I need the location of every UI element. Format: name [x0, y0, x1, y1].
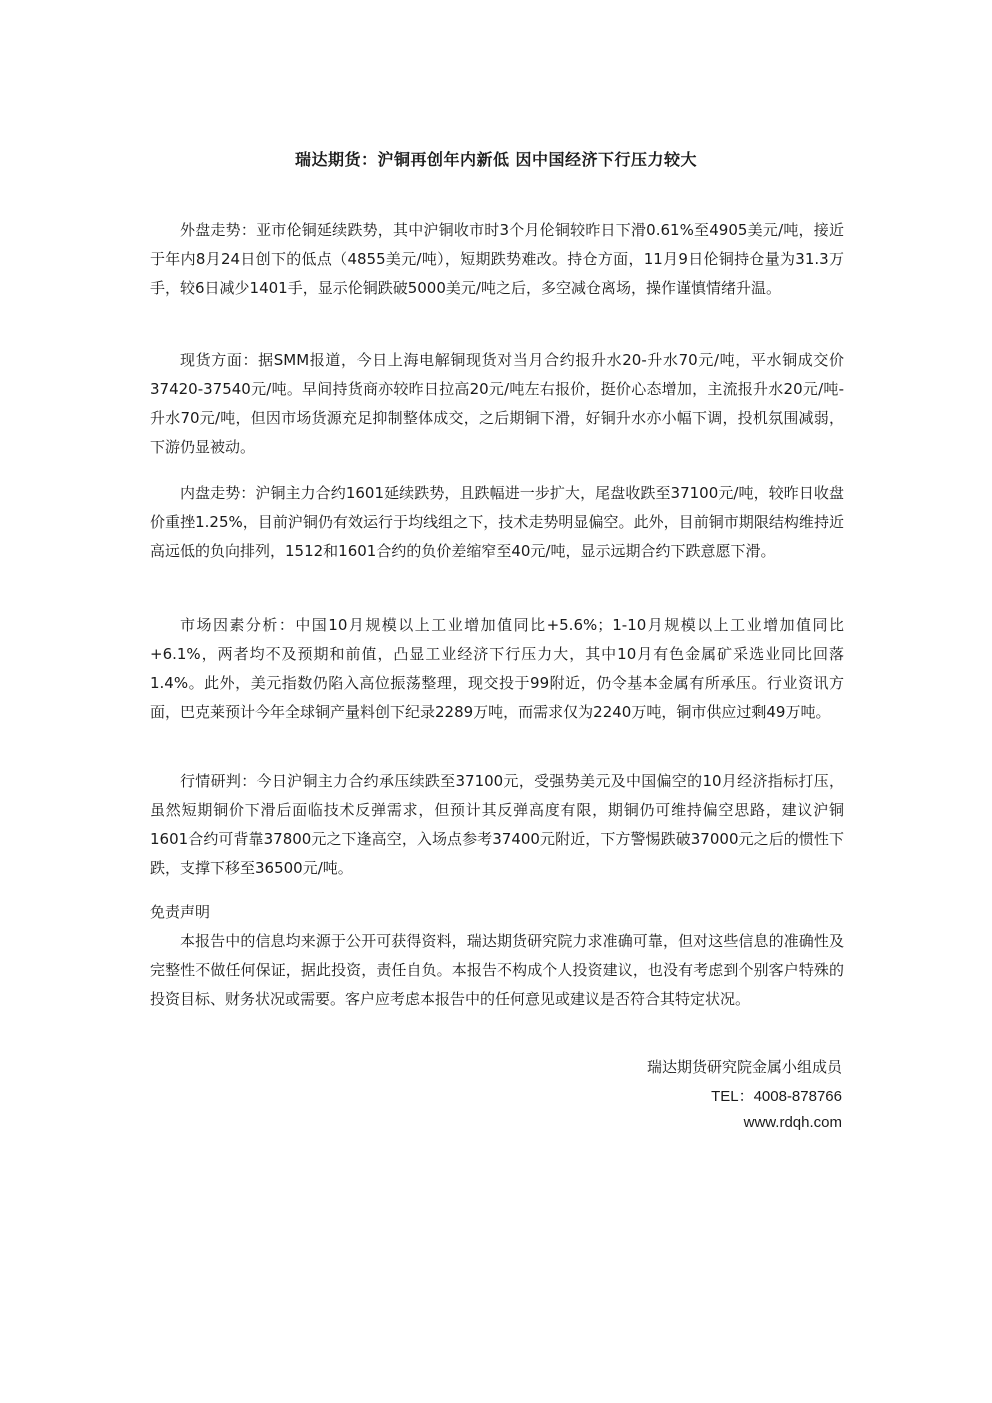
paragraph-outlook: 行情研判：今日沪铜主力合约承压续跌至37100元，受强势美元及中国偏空的10月经济指标打压，虽然短期铜价下滑后面临技术反弹需求，但预计其反弹高度有限，期铜仍可维持偏空思路，建议沪铜1601合约可背靠37800元之下逢高空，入场点参考37400元附近，下方警惕跌破37000元之后的惯性下跌，支撑下移至36500元/吨。 [150, 772, 844, 877]
signature-tel: TEL：4008-878766 [711, 1088, 842, 1105]
document-title: 瑞达期货：沪铜再创年内新低 因中国经济下行压力较大 [294, 150, 698, 169]
disclaimer-heading: 免责声明 [150, 903, 211, 921]
disclaimer-body: 本报告中的信息均来源于公开可获得资料，瑞达期货研究院力求准确可靠，但对这些信息的准确性及完整性不做任何保证，据此投资，责任自负。本报告不构成个人投资建议，也没有考虑到个别客户特殊的投资目标、财务状况或需要。客户应考虑本报告中的任何意见或建议是否符合其特定状况。 [150, 932, 844, 1008]
signature-web: www.rdqh.com [743, 1114, 842, 1131]
paragraph-market-factors: 市场因素分析：中国10月规模以上工业增加值同比+5.6%；1-10月规模以上工业增加值同比+6.1%，两者均不及预期和前值，凸显工业经济下行压力大，其中10月有色金属矿采选业同比回落1.4%。此外，美元指数仍陷入高位振荡整理，现交投于99附近，仍令基本金属有所承压。行业资讯方面，巴克莱预计今年全球铜产量料创下纪录2289万吨，而需求仅为2240万吨，铜市供应过剩49万吨。 [150, 616, 844, 721]
paragraph-domestic-market: 内盘走势：沪铜主力合约1601延续跌势，且跌幅进一步扩大，尾盘收跌至37100元/吨，较昨日收盘价重挫1.25%，目前沪铜仍有效运行于均线组之下，技术走势明显偏空。此外，目前铜市期限结构维持近高远低的负向排列，1512和1601合约的负价差缩窄至40元/吨，显示远期合约下跌意愿下滑。 [150, 484, 844, 560]
paragraph-spot-market: 现货方面：据SMM报道，今日上海电解铜现货对当月合约报升水20-升水70元/吨，平水铜成交价37420-37540元/吨。早间持货商亦较昨日拉高20元/吨左右报价，挺价心态增加，主流报升水20元/吨-升水70元/吨，但因市场货源充足抑制整体成交，之后期铜下滑，好铜升水亦小幅下调，投机氛围减弱，下游仍显被动。 [150, 351, 844, 456]
paragraph-external-market: 外盘走势：亚市伦铜延续跌势，其中沪铜收市时3个月伦铜较昨日下滑0.61%至4905美元/吨，接近于年内8月24日创下的低点（4855美元/吨），短期跌势难改。持仓方面，11月9日伦铜持仓量为31.3万手，较6日减少1401手，显示伦铜跌破5000美元/吨之后，多空减仓离场，操作谨慎情绪升温。 [150, 221, 844, 297]
signature-org: 瑞达期货研究院金属小组成员 [646, 1058, 842, 1076]
